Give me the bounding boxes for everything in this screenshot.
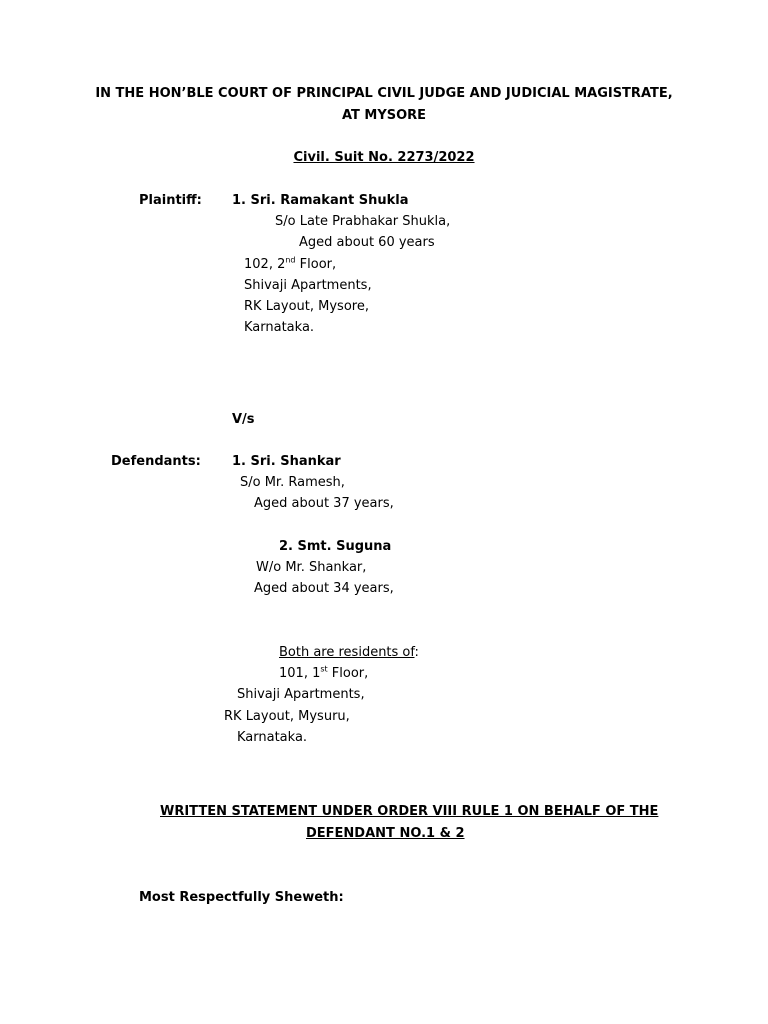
plaintiff-age: Aged about 60 years — [299, 235, 435, 250]
residents-colon: : — [414, 645, 419, 660]
plaintiff-address-floor: Floor, — [295, 257, 337, 272]
statement-heading-line1: WRITTEN STATEMENT UNDER ORDER VIII RULE 1 ON BEHALF OF THE — [160, 804, 659, 819]
defendant2-age: Aged about 34 years, — [254, 581, 394, 596]
plaintiff-name: 1. Sri. Ramakant Shukla — [232, 193, 409, 208]
defendant2-relation: W/o Mr. Shankar, — [256, 560, 367, 575]
court-heading-line1: IN THE HON’BLE COURT OF PRINCIPAL CIVIL JUDGE AND JUDICIAL MAGISTRATE, — [95, 86, 673, 101]
plaintiff-building: Shivaji Apartments, — [244, 278, 372, 293]
versus: V/s — [232, 412, 255, 427]
defendant2-name: 2. Smt. Suguna — [279, 539, 392, 554]
residents-line — [279, 645, 419, 661]
defendants-address-sup: st — [320, 664, 328, 674]
defendants-address-no: 101, 1 — [279, 666, 321, 681]
suit-number-row — [0, 150, 768, 166]
plaintiff-locality: RK Layout, Mysore, — [244, 299, 369, 314]
plaintiff-relation: S/o Late Prabhakar Shukla, — [275, 214, 451, 229]
salutation: Most Respectfully Sheweth: — [139, 890, 344, 905]
plaintiff-address-no: 102, 2 — [244, 257, 286, 272]
plaintiff-label: Plaintiff: — [139, 193, 202, 208]
plaintiff-address-sup: nd — [285, 255, 296, 265]
defendants-building: Shivaji Apartments, — [237, 687, 365, 702]
defendant1-name: 1. Sri. Shankar — [232, 454, 341, 469]
plaintiff-state: Karnataka. — [244, 320, 315, 335]
defendants-address-line — [279, 666, 368, 682]
suit-number: Civil. Suit No. 2273/2022 — [293, 150, 475, 165]
defendants-address-floor: Floor, — [327, 666, 369, 681]
court-heading-line2: AT MYSORE — [341, 108, 427, 123]
defendants-label: Defendants: — [111, 454, 201, 469]
plaintiff-address-line — [244, 257, 336, 273]
defendants-locality: RK Layout, Mysuru, — [224, 709, 350, 724]
statement-heading-line2: DEFENDANT NO.1 & 2 — [306, 826, 465, 841]
residents-label: Both are residents of — [279, 645, 415, 660]
defendant1-relation: S/o Mr. Ramesh, — [240, 475, 345, 490]
defendant1-age: Aged about 37 years, — [254, 496, 394, 511]
defendants-state: Karnataka. — [237, 730, 308, 745]
